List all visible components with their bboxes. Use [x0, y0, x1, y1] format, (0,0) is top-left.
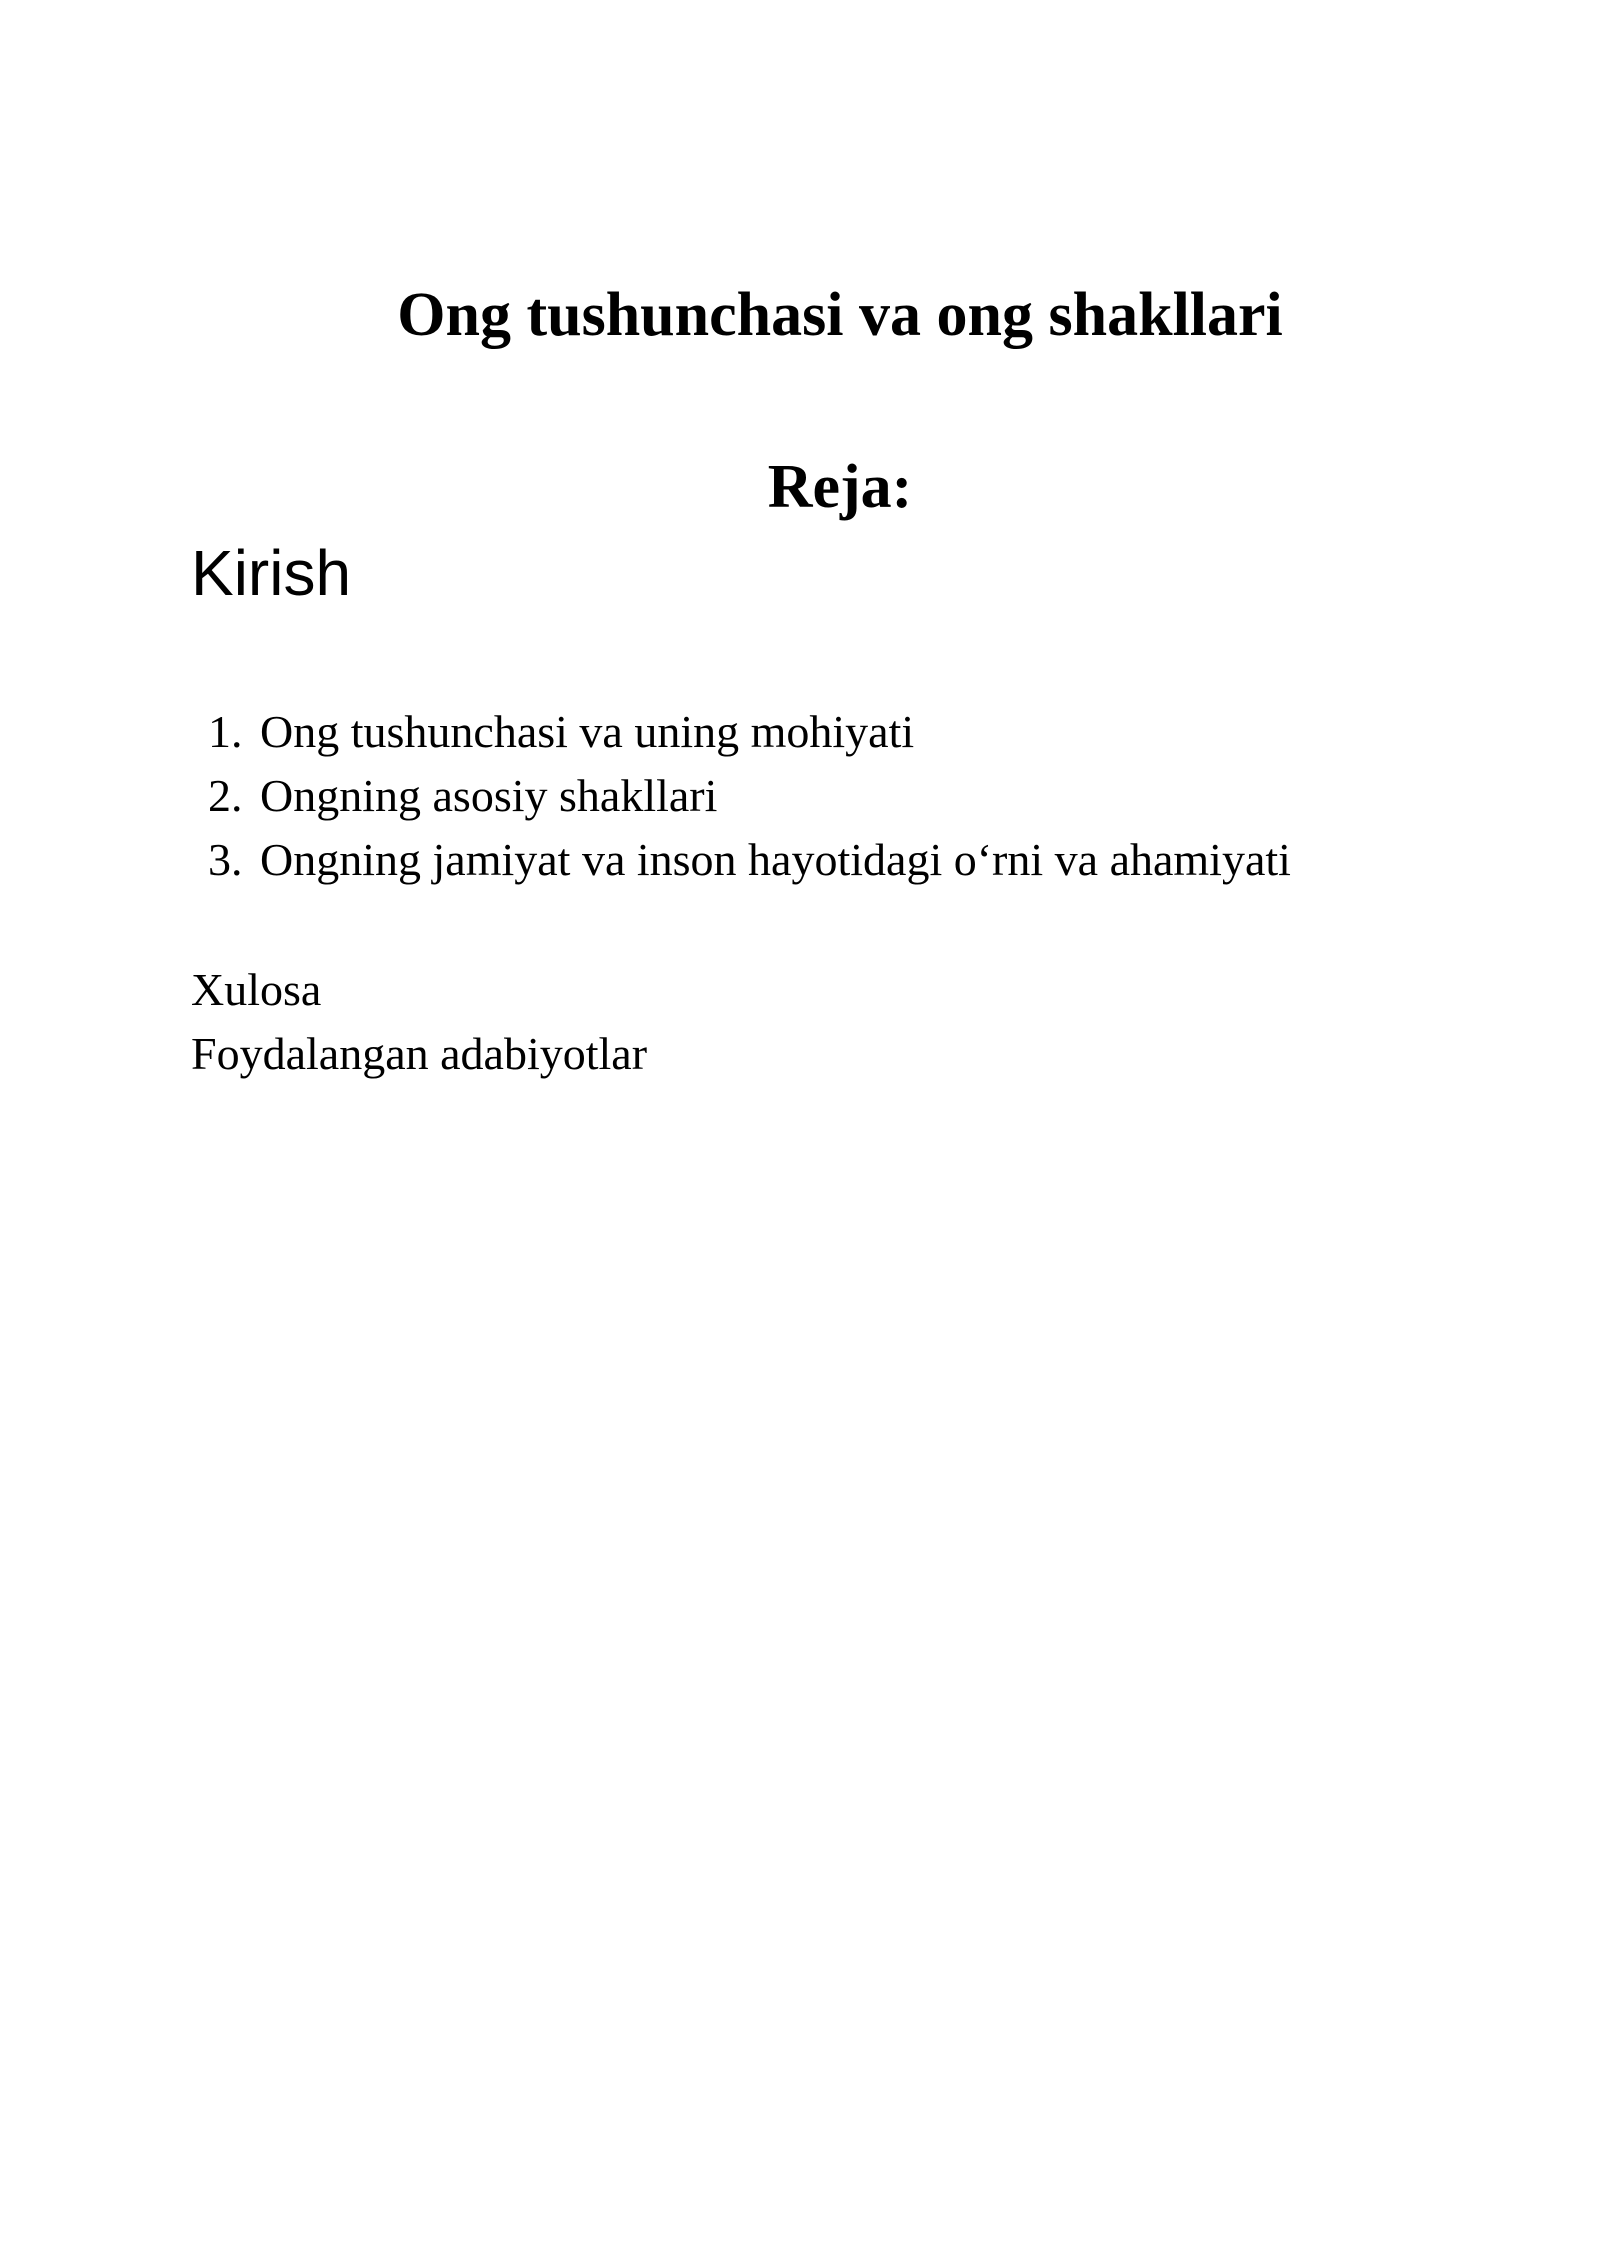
plan-heading: Reja: [767, 453, 913, 521]
plan-item [208, 764, 1291, 828]
conclusion-label: Xulosa [191, 964, 322, 1015]
plan-item-number: 3. [208, 834, 243, 885]
plan-item [208, 700, 1291, 764]
intro-label: Kirish [191, 537, 352, 609]
closing-section [191, 958, 647, 1086]
plan-item-number: 2. [208, 770, 243, 821]
document-title: Ong tushunchasi va ong shakllari [397, 281, 1283, 349]
plan-item-text: Ong tushunchasi va uning mohiyati [260, 706, 915, 757]
plan-item [208, 828, 1291, 892]
plan-item-text: Ongning asosiy shakllari [260, 770, 718, 821]
plan-item-number: 1. [208, 706, 243, 757]
references-label: Foydalangan adabiyotlar [191, 1028, 648, 1079]
plan-list [208, 700, 1291, 892]
plan-item-text: Ongning jamiyat va inson hayotidagi o‘rni va ahamiyati [260, 834, 1291, 885]
